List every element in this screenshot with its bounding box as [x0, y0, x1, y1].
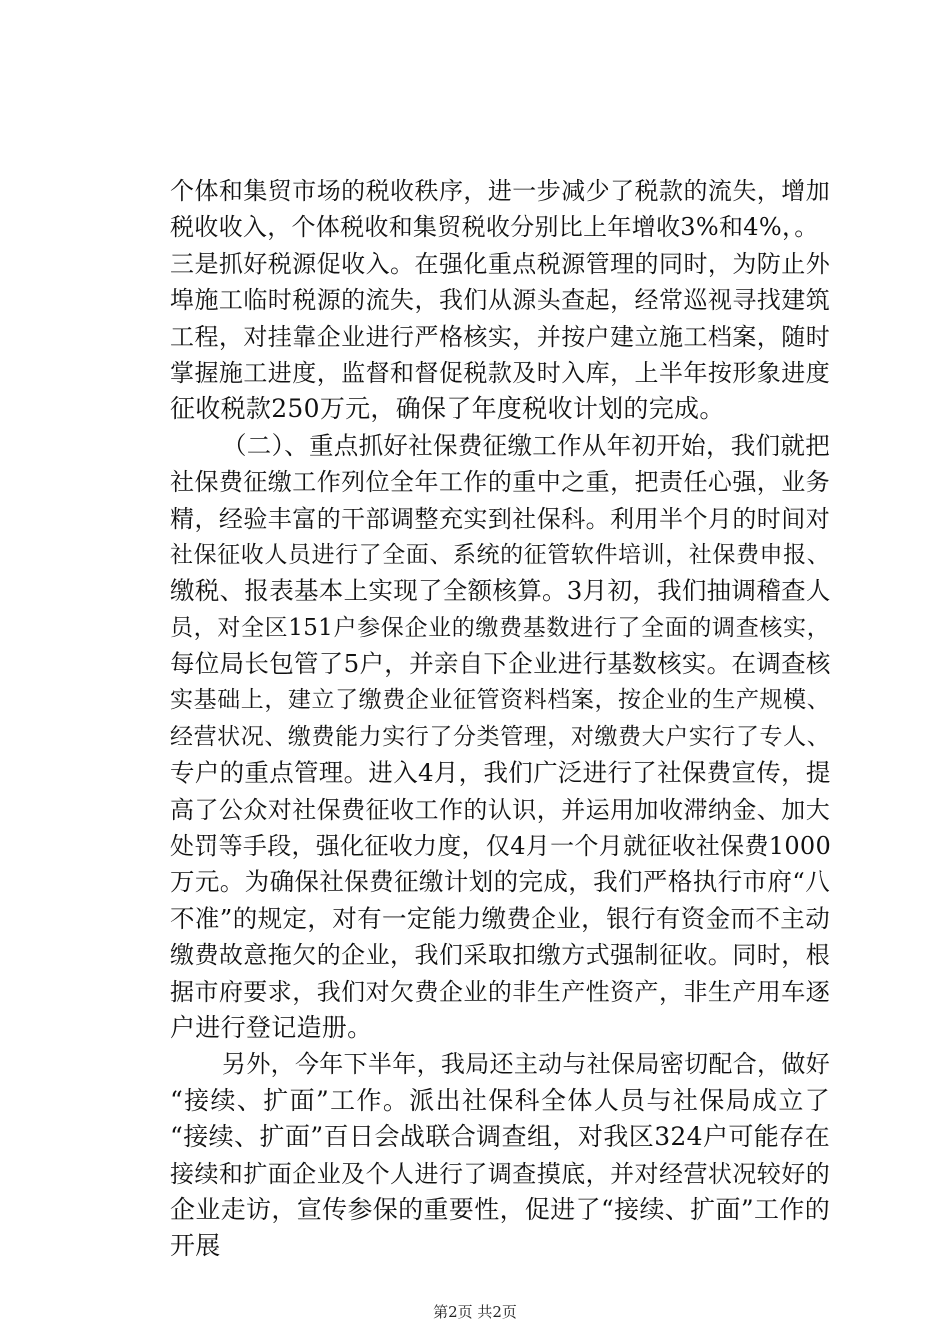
- document-body: [170, 173, 830, 1265]
- text-line: 另外，今年下半年，我局还主动与社保局密切配合，做好: [222, 1050, 830, 1079]
- text-line: 每位局长包管了5户，并亲自下企业进行基数核实。在调查核: [170, 649, 831, 679]
- text-line: “接续、扩面”工作。派出社保科全体人员与社保局成立了: [170, 1085, 830, 1115]
- text-line: 企业走访，宣传参保的重要性，促进了“接续、扩面”工作的: [170, 1194, 830, 1224]
- text-line: 专户的重点管理。进入4月，我们广泛进行了社保费宣传，提: [170, 758, 831, 788]
- text-line: 员，对全区151户参保企业的缴费基数进行了全面的调查核实，: [170, 614, 830, 641]
- text-line: 工程，对挂靠企业进行严格核实，并按户建立施工档案，随时: [170, 322, 830, 351]
- text-line: 缴税、报表基本上实现了全额核算。3月初，我们抽调稽查人: [170, 576, 831, 606]
- text-line: 户进行登记造册。: [170, 1012, 373, 1042]
- text-line: 接续和扩面企业及个人进行了调查摸底，并对经营状况较好的: [170, 1159, 830, 1188]
- text-line: 税收收入，个体税收和集贸税收分别比上年增收3%和4%，。: [170, 213, 819, 242]
- text-line: 高了公众对社保费征收工作的认识，并运用加收滞纳金、加大: [170, 795, 830, 824]
- text-line: 社保费征缴工作列位全年工作的重中之重，把责任心强，业务: [170, 468, 830, 497]
- text-line: 精，经验丰富的干部调整充实到社保科。利用半个月的时间对: [170, 504, 830, 533]
- text-line: 经营状况、缴费能力实行了分类管理，对缴费大户实行了专人、: [170, 723, 830, 750]
- text-line: 征收税款250万元，确保了年度税收计划的完成。: [170, 394, 725, 424]
- page-footer: 第2页 共2页: [433, 1303, 517, 1321]
- text-line: “接续、扩面”百日会战联合调查组，对我区324户可能存在: [170, 1122, 830, 1152]
- text-line: 三是抓好税源促收入。在强化重点税源管理的同时，为防止外: [170, 249, 830, 278]
- text-line: 实基础上，建立了缴费企业征管资料档案，按企业的生产规模、: [170, 687, 830, 714]
- text-line: 开展: [170, 1231, 221, 1261]
- text-line: 社保征收人员进行了全面、系统的征管软件培训，社保费申报、: [170, 541, 830, 568]
- text-line: 据市府要求，我们对欠费企业的非生产性资产，非生产用车逐: [170, 977, 830, 1006]
- text-line: 不准”的规定，对有一定能力缴费企业，银行有资金而不主动: [170, 903, 830, 933]
- text-line: 埠施工临时税源的流失，我们从源头查起，经常巡视寻找建筑: [170, 286, 830, 315]
- text-line: 掌握施工进度，监督和督促税款及时入库，上半年按形象进度: [170, 358, 830, 387]
- text-line: 万元。为确保社保费征缴计划的完成，我们严格执行市府“八: [170, 867, 830, 897]
- text-line: （二）、重点抓好社保费征缴工作从年初开始，我们就把: [222, 430, 830, 460]
- text-line: 处罚等手段，强化征收力度，仅4月一个月就征收社保费1000: [170, 832, 832, 861]
- text-line: 个体和集贸市场的税收秩序，进一步减少了税款的流失，增加: [170, 177, 830, 205]
- text-line: 缴费故意拖欠的企业，我们采取扣缴方式强制征收。同时，根: [170, 941, 830, 970]
